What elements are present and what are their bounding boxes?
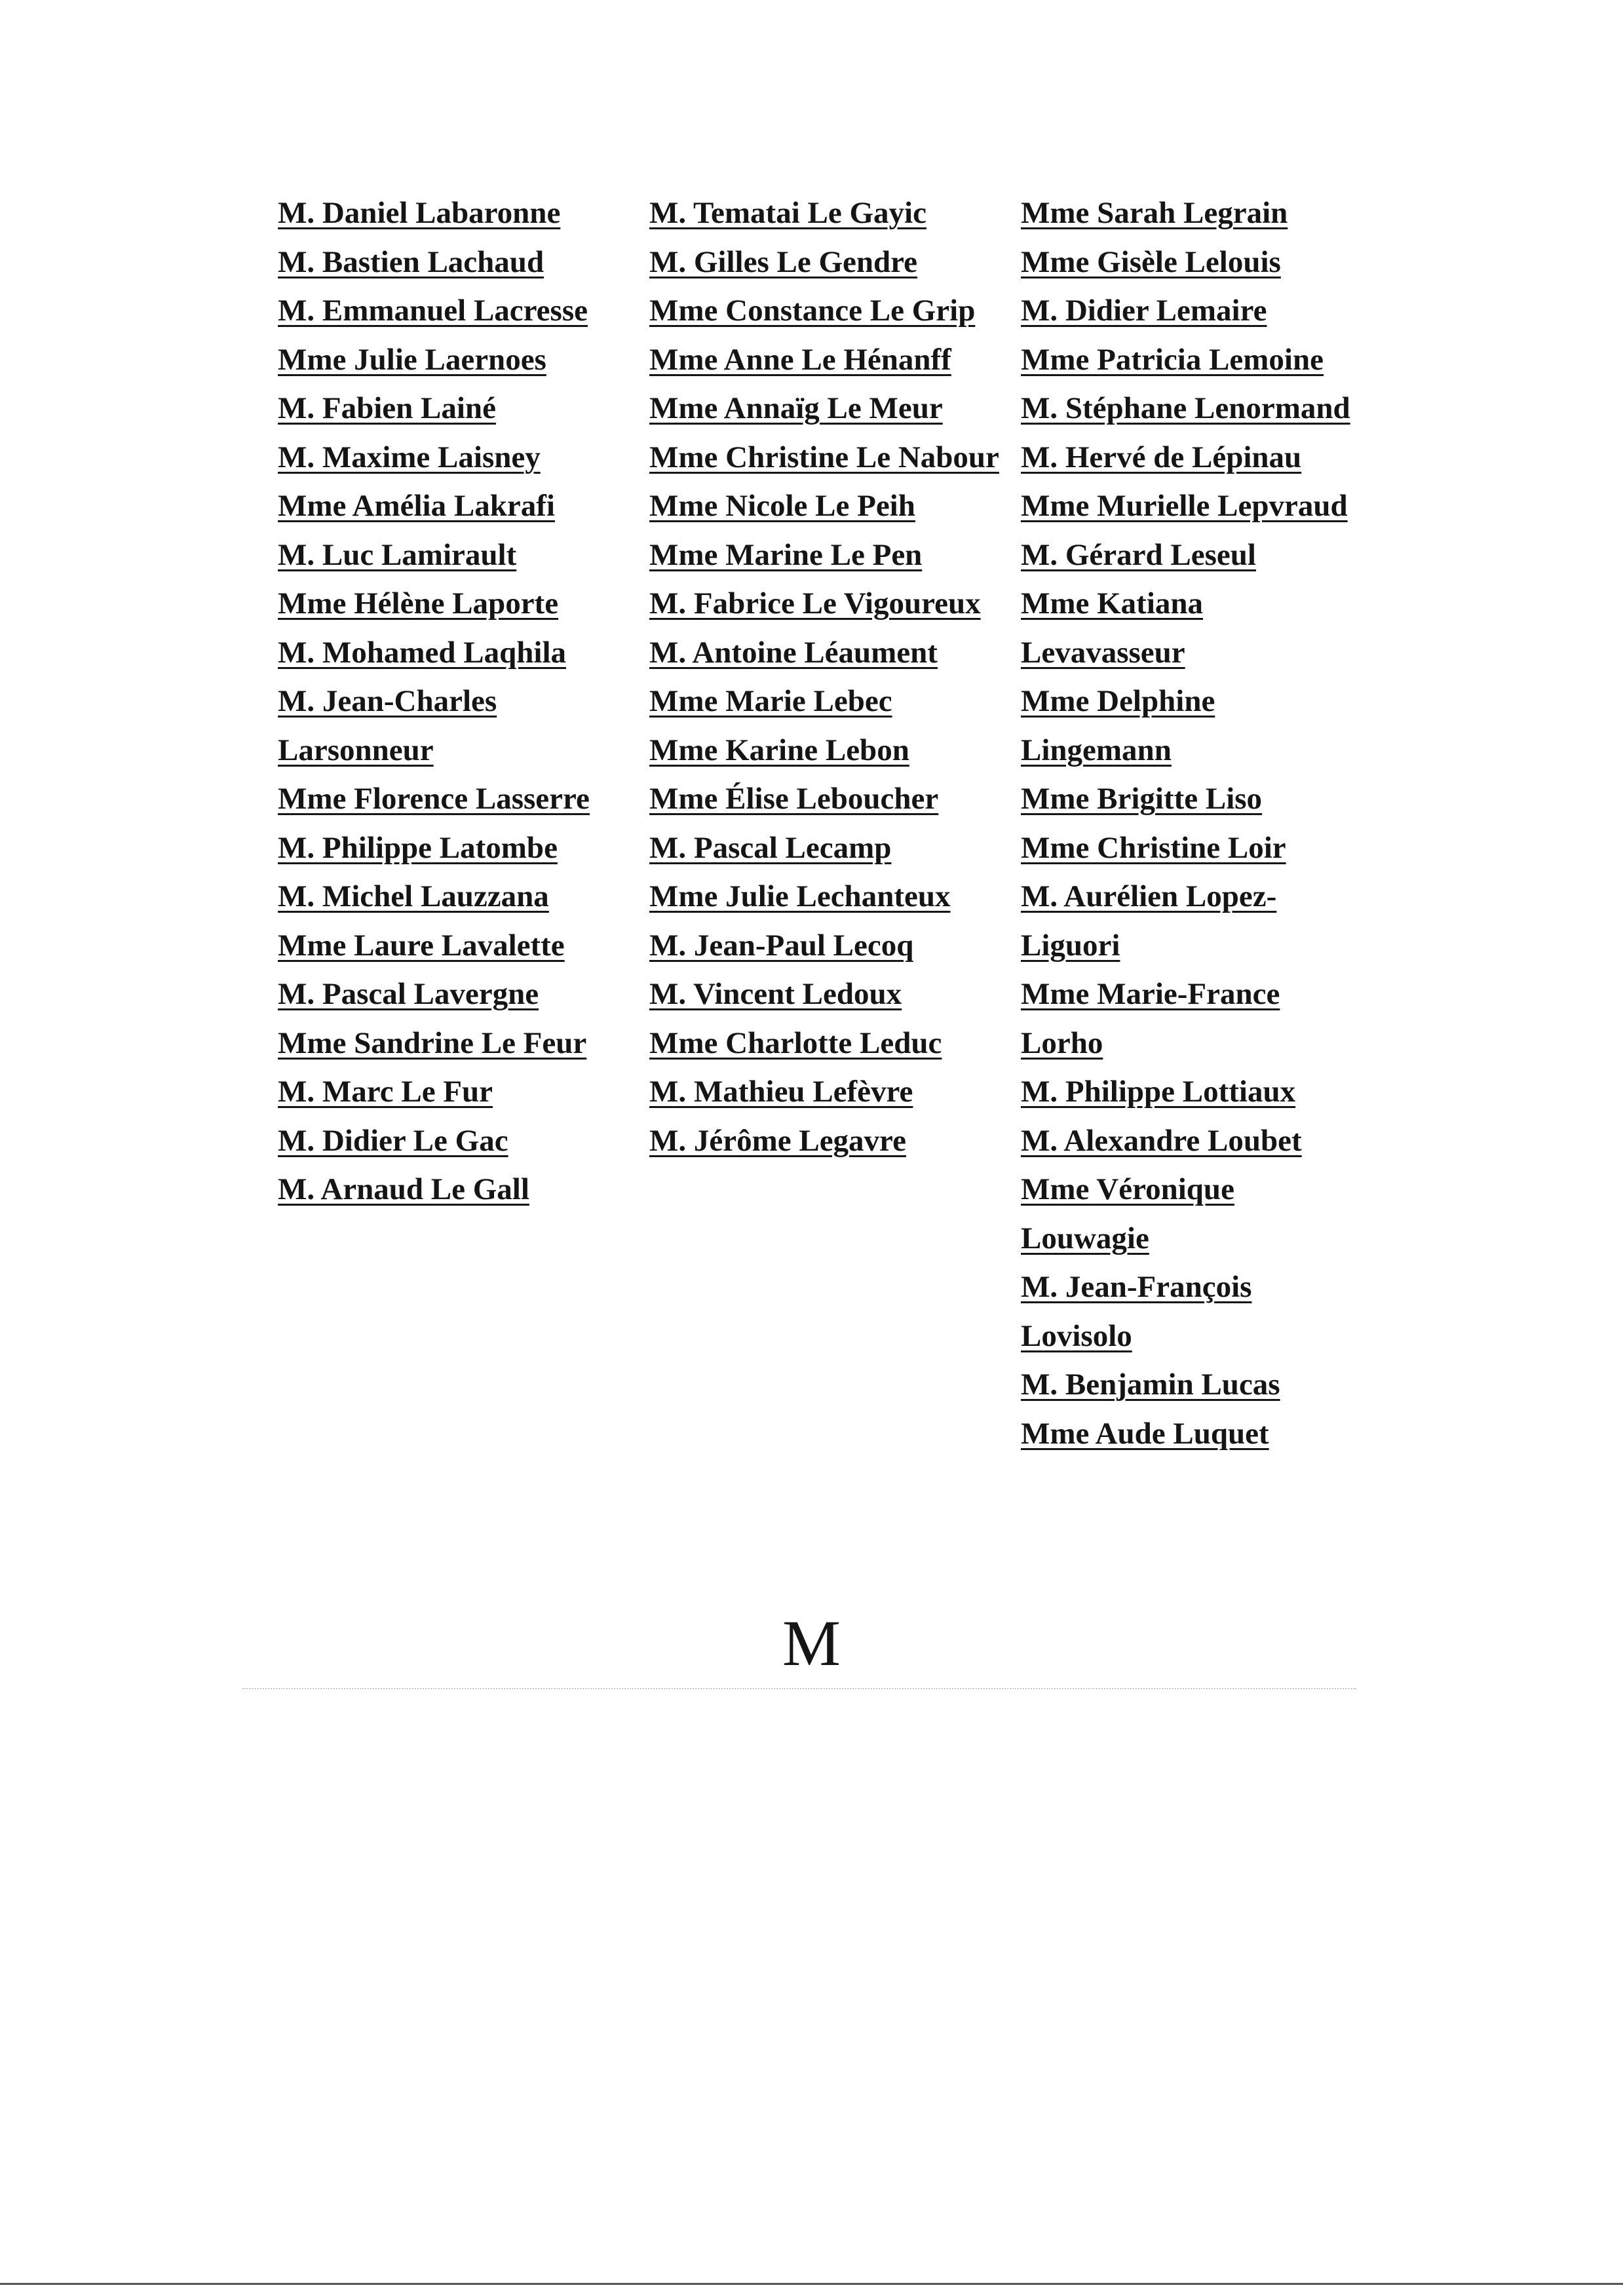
deputy-name[interactable]: M. Stéphane Lenormand [1021, 391, 1350, 425]
deputy-name[interactable]: M. Vincent Ledoux [649, 977, 902, 1011]
deputy-name[interactable]: M. Daniel Labaronne [278, 196, 561, 230]
deputy-name[interactable]: Mme Julie Laernoes [278, 342, 546, 377]
deputy-name[interactable]: Mme Christine Le Nabour [649, 440, 999, 474]
deputy-name[interactable]: Mme Gisèle Lelouis [1021, 244, 1281, 279]
deputy-name[interactable]: M. Jérôme Legavre [649, 1123, 906, 1158]
page-bottom-border [0, 2283, 1623, 2285]
deputy-name[interactable]: M. Maxime Laisney [278, 440, 541, 474]
deputy-name[interactable]: Mme Nicole Le Peih [649, 489, 915, 523]
deputy-name[interactable]: Mme Marie-France Lorho [1021, 977, 1280, 1060]
deputy-name[interactable]: M. Didier Le Gac [278, 1123, 508, 1158]
section-letter-heading: M [782, 1607, 841, 1679]
deputy-name[interactable]: Mme Amélia Lakrafi [278, 489, 555, 523]
deputy-name[interactable]: M. Fabrice Le Vigoureux [649, 586, 981, 621]
deputy-name[interactable]: M. Gérard Leseul [1021, 537, 1256, 572]
deputy-name[interactable]: Mme Aude Luquet [1021, 1416, 1269, 1451]
deputy-name[interactable]: M. Philippe Lottiaux [1021, 1075, 1296, 1109]
deputy-name[interactable]: Mme Marine Le Pen [649, 537, 923, 572]
deputy-name[interactable]: Mme Brigitte Liso [1021, 782, 1263, 816]
deputy-name[interactable]: Mme Hélène Laporte [278, 586, 559, 621]
deputy-name[interactable]: M. Pascal Lavergne [278, 977, 539, 1011]
deputy-name[interactable]: Mme Julie Lechanteux [649, 879, 951, 913]
deputy-name[interactable]: Mme Laure Lavalette [278, 928, 565, 963]
deputy-name[interactable]: Mme Katiana Levavasseur [1021, 586, 1204, 670]
deputy-name[interactable]: M. Mathieu Lefèvre [649, 1075, 913, 1109]
deputy-name[interactable]: M. Fabien Lainé [278, 391, 496, 425]
deputy-name[interactable]: M. Jean-Charles Larsonneur [278, 684, 497, 767]
deputy-name[interactable]: Mme Murielle Lepvraud [1021, 489, 1348, 523]
deputy-name[interactable]: M. Hervé de Lépinau [1021, 440, 1302, 474]
deputy-name[interactable]: M. Aurélien Lopez-Liguori [1021, 879, 1277, 963]
deputy-name[interactable]: M. Luc Lamirault [278, 537, 517, 572]
section-divider [242, 1688, 1356, 1689]
deputy-name[interactable]: M. Antoine Léaument [649, 635, 938, 670]
deputy-name[interactable]: Mme Annaïg Le Meur [649, 391, 943, 425]
deputy-name[interactable]: Mme Patricia Lemoine [1021, 342, 1324, 377]
names-column-3 [1021, 189, 1362, 1458]
deputy-name[interactable]: M. Gilles Le Gendre [649, 244, 918, 279]
deputy-name[interactable]: Mme Sandrine Le Feur [278, 1025, 587, 1060]
deputy-name[interactable]: M. Jean-François Lovisolo [1021, 1270, 1252, 1353]
deputy-name[interactable]: M. Michel Lauzzana [278, 879, 549, 913]
names-column-2 [649, 189, 1003, 1165]
deputy-name[interactable]: M. Arnaud Le Gall [278, 1172, 529, 1206]
deputy-name[interactable]: M. Emmanuel Lacresse [278, 294, 588, 328]
deputy-name[interactable]: Mme Sarah Legrain [1021, 196, 1288, 230]
deputy-name[interactable]: M. Pascal Lecamp [649, 830, 892, 865]
deputy-name[interactable]: M. Alexandre Loubet [1021, 1123, 1302, 1158]
deputy-name[interactable]: Mme Delphine Lingemann [1021, 684, 1215, 767]
deputy-name[interactable]: Mme Constance Le Grip [649, 294, 976, 328]
deputy-name[interactable]: M. Bastien Lachaud [278, 244, 544, 279]
deputy-name[interactable]: Mme Karine Lebon [649, 733, 909, 767]
deputy-name[interactable]: M. Marc Le Fur [278, 1075, 493, 1109]
deputy-name[interactable]: Mme Marie Lebec [649, 684, 892, 718]
deputy-name[interactable]: Mme Christine Loir [1021, 830, 1286, 865]
deputy-name[interactable]: M. Benjamin Lucas [1021, 1368, 1280, 1402]
deputy-name[interactable]: M. Didier Lemaire [1021, 294, 1267, 328]
deputy-name[interactable]: Mme Élise Leboucher [649, 782, 939, 816]
deputy-name[interactable]: M. Tematai Le Gayic [649, 196, 926, 230]
deputy-name[interactable]: M. Philippe Latombe [278, 830, 558, 865]
deputy-name[interactable]: Mme Florence Lasserre [278, 782, 590, 816]
names-column-1 [278, 189, 632, 1214]
deputy-name[interactable]: Mme Véronique Louwagie [1021, 1172, 1234, 1255]
deputy-name[interactable]: Mme Charlotte Leduc [649, 1025, 942, 1060]
deputy-name[interactable]: M. Jean-Paul Lecoq [649, 928, 914, 963]
deputy-name[interactable]: Mme Anne Le Hénanff [649, 342, 951, 377]
deputy-name[interactable]: M. Mohamed Laqhila [278, 635, 567, 670]
